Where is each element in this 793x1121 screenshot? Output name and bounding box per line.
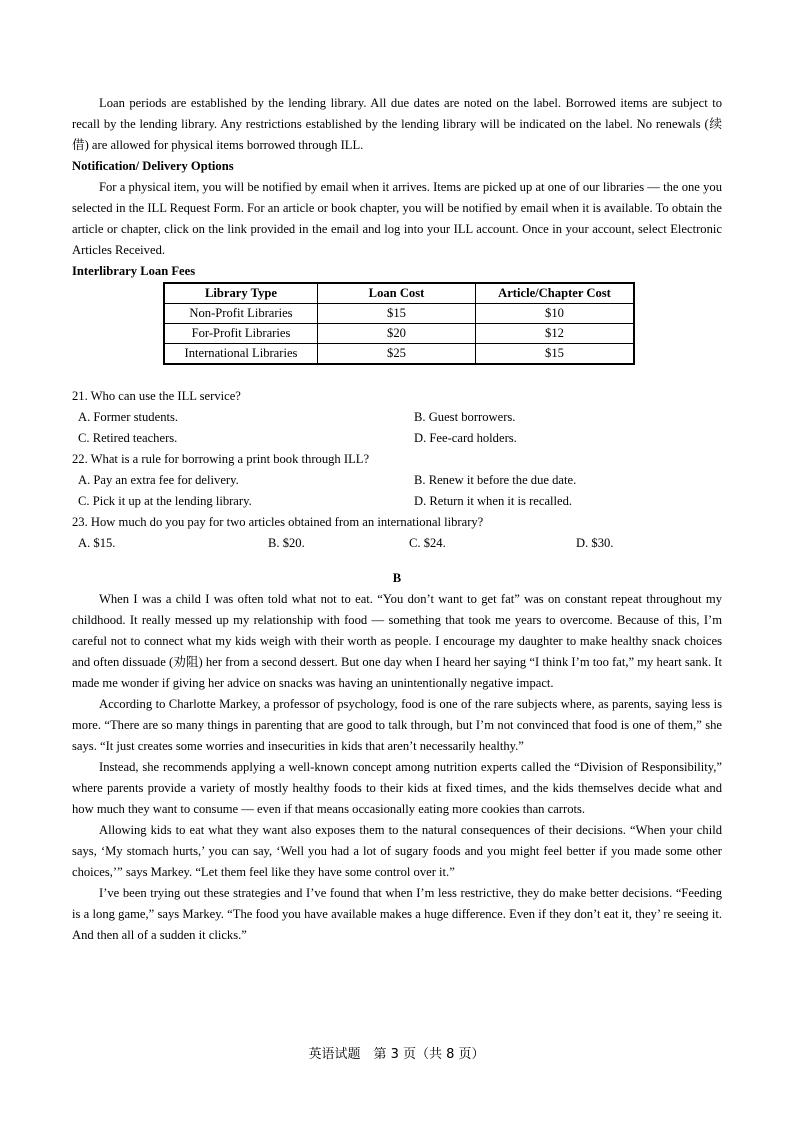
table-row (164, 344, 634, 365)
option-c: C. Pick it up at the lending library. (78, 494, 252, 508)
option-b: B. Renew it before the due date. (414, 473, 577, 487)
table-cell: $20 (318, 324, 476, 344)
table-cell: $15 (318, 304, 476, 324)
option-a: A. $15. (78, 536, 116, 550)
question-21-options-row-2 (72, 428, 722, 449)
table-header-cell: Library Type (164, 283, 318, 304)
passage-b-paragraph-2: According to Charlotte Markey, a professor of psychology, food is one of the rare subjects where, as parents, saying less is more. “There are so many things in parenting that are good to talk through, but I’m not convinced that food is one of them,” she says. “It just creates some worries and insecurities in kids that aren’t necessarily healthy.” (72, 697, 722, 753)
option-c: C. Retired teachers. (78, 431, 178, 445)
table-cell: $15 (476, 344, 635, 365)
fees-heading: Interlibrary Loan Fees (72, 264, 196, 278)
table-row (164, 304, 634, 324)
exam-page (72, 93, 722, 946)
question-23-stem: 23. How much do you pay for two articles obtained from an international library? (72, 515, 484, 529)
question-22-options-row-2 (72, 491, 722, 512)
option-a: A. Pay an extra fee for delivery. (78, 473, 239, 487)
table-header-cell: Loan Cost (318, 283, 476, 304)
table-cell: For-Profit Libraries (164, 324, 318, 344)
option-d: D. Fee-card holders. (414, 431, 517, 445)
table-cell: Non-Profit Libraries (164, 304, 318, 324)
page-footer: 英语试题 第 3 页（共 8 页） (308, 1047, 485, 1062)
table-cell: $10 (476, 304, 635, 324)
table-cell: International Libraries (164, 344, 318, 365)
notification-heading: Notification/ Delivery Options (72, 159, 234, 173)
option-b: B. Guest borrowers. (414, 410, 516, 424)
table-cell: $12 (476, 324, 635, 344)
option-c: C. $24. (409, 536, 446, 550)
option-a: A. Former students. (78, 410, 179, 424)
passage-b-paragraph-4: Allowing kids to eat what they want also exposes them to the natural consequences of their decisions. “When your child says, ‘My stomach hurts,’ you can say, ‘Well you had a lot of sugary foods and you might feel better if you made some other choices,’” says Markey. “Let them feel like they have some control over it.” (72, 823, 722, 879)
passage-b-paragraph-5: I’ve been trying out these strategies and I’ve found that when I’m less restrictive, they do make better decisions. “Feeding is a long game,” says Markey. “The food you have available makes a huge difference. Even if they don’t eat it, they’ re seeing it. And then all of a sudden it clicks.” (72, 886, 722, 942)
fees-table (163, 282, 635, 365)
passage-b-paragraph-1: When I was a child I was often told what not to eat. “You don’t want to get fat” was on constant repeat throughout my childhood. It really messed up my relationship with food — something that took me years to overcome. Because of this, I’m careful not to connect what my kids weigh with their worth as people. I encourage my daughter to make healthy snack choices and often dissuade (劝阻) her from a second dessert. But one day when I heard her saying “I think I’m too fat,” my heart sank. It made me wonder if giving her advice on snacks was having an unintentionally negative impact. (72, 592, 722, 690)
option-b: B. $20. (268, 536, 305, 550)
section-b-label: B (392, 571, 402, 585)
table-header-row (164, 283, 634, 304)
table-cell: $25 (318, 344, 476, 365)
question-21-options-row-1 (72, 407, 722, 428)
option-d: D. Return it when it is recalled. (414, 494, 573, 508)
passage-a-paragraph-1: Loan periods are established by the lending library. All due dates are noted on the label. Borrowed items are subject to recall by the lending library. Any restrictions established by the lending library will be indicated on the label. No renewals (续借) are allowed for physical items borrowed through ILL. (72, 96, 722, 152)
passage-a-paragraph-2: For a physical item, you will be notified by email when it arrives. Items are picked up at one of our libraries — the one you selected in the ILL Request Form. For an article or book chapter, you will be notified by email when it is available. To obtain the article or chapter, click on the link provided in the email and log into your ILL account. Once in your account, select Electronic Articles Received. (72, 180, 722, 257)
question-22-options-row-1 (72, 470, 722, 491)
table-row (164, 324, 634, 344)
question-21-stem: 21. Who can use the ILL service? (72, 389, 241, 403)
option-d: D. $30. (576, 536, 614, 550)
passage-b-paragraph-3: Instead, she recommends applying a well-known concept among nutrition experts called the “Division of Responsibility,” where parents provide a variety of mostly healthy foods to their kids at fixed times, and the kids themselves decide what and how much they want to consume — even if that means occasionally eating more cookies than carrots. (72, 760, 722, 816)
question-22-stem: 22. What is a rule for borrowing a print book through ILL? (72, 452, 370, 466)
table-header-cell: Article/Chapter Cost (476, 283, 635, 304)
question-23-options-row (72, 533, 722, 554)
